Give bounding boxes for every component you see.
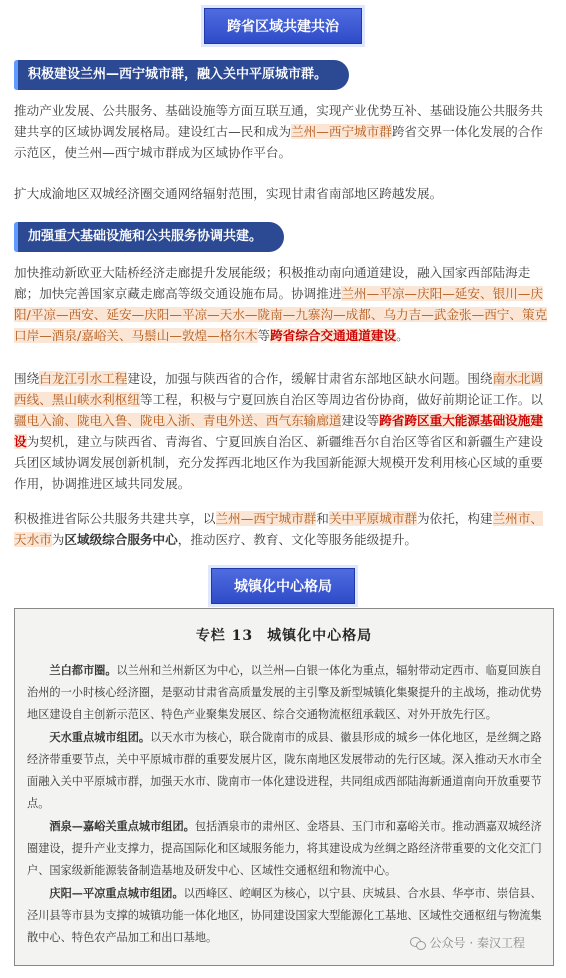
box-item-jiuquan [27,815,543,882]
watermark [410,934,525,951]
box-body [27,659,543,949]
para4-text-c: 建设，加强与陕西省的合作，缓解甘肃省东部地区缺水问题。围绕 [127,371,493,386]
paragraph-chengyu: 扩大成渝地区双城经济圈交通网络辐射范围，实现甘肃省南部地区跨越发展。 [14,186,443,201]
para4-highlight-power-lines: 疆电入渝、陇电入鲁、陇电入浙、青电外送、西气东输廊道 [14,413,342,428]
para5-text-a: 积极推进省际公共服务共建共享，以 [14,511,216,526]
para4-text-g: 建设等 [341,413,380,428]
para5-highlight-lx-cluster: 兰州—西宁城市群 [215,511,317,526]
paragraph-interconnection [14,100,554,163]
section-title-1-wrap [0,8,566,44]
para4-text-i: 为契机，建立与陕西省、青海省、宁夏回族自治区、新疆维吾尔自治区等省区和新疆生产建设兵团区域协调发展创新机制，充分发挥西北地区作为我国新能源大规模开发利用核心区域的重要作用，协调推进区域共同发展。 [14,434,543,491]
para4-text-a: 围绕 [14,371,40,386]
box-item-qingyang-text: 以西峰区、崆峒区为核心，以宁县、庆城县、合水县、华亭市、崇信县、泾川县等市县为支撑的城镇功能一体化地区，协同建设国家大型能源化工基地、区域性交通枢纽与物流集散中心、特色农产品加工和出口基地。 [27,887,542,944]
box-item-lanbai-head: 兰白都市圈。 [49,663,117,677]
para3-highlight-corridor: 跨省综合交通通道建设 [270,328,397,343]
column-box-13 [14,608,554,966]
box-item-tianshui-head: 天水重点城市组团。 [49,730,151,744]
para3-text-e: 。 [396,328,409,343]
para5-highlight-service-center: 区域级综合服务中心 [64,532,178,547]
para3-text-a: 加快推动新欧亚大陆桥经济走廊提升发展能级；积极推动南向通道建设，融入国家西部陆海走廊；加快完善国家京藏走廊高等级交通设施布局。协调推进 [14,265,531,301]
box-title-number: 专栏 13 [195,628,254,644]
para4-highlight-bailongjiang: 白龙江引水工程 [39,371,128,386]
box-title-text: 城镇化中心格局 [267,628,373,644]
box-item-jiuquan-text: 包括酒泉市的肃州区、金塔县、玉门市和嘉峪关市。推动酒嘉双城经济圈建设，提升产业支撑力，提高国际化和区域服务能力，将其建设成为丝绸之路经济带重要的文化交汇门户、国家级新能源装备制造基地及研发中心、区域性交通枢纽和物流中心。 [27,820,542,877]
section-title-cross-province: 跨省区域共建共治 [204,8,362,44]
para5-text-c: 和 [316,511,329,526]
watermark-text: 公众号 · 秦汉工程 [429,936,525,950]
banner-infrastructure: 加强重大基础设施和公共服务协调共建。 [14,222,284,252]
paragraph-transport-corridors [14,262,554,346]
para1-highlight-city-cluster: 兰州—西宁城市群 [291,124,392,139]
box-item-jiuquan-head: 酒泉—嘉峪关重点城市组团。 [49,819,195,833]
para4-highlight-water-projects: 南水北调西线、黑山峡水利枢纽 [14,371,543,407]
para3-text-c: 等 [257,328,271,343]
para1-text-a: 推动产业发展、公共服务、基础设施等方面互联互通，实现产业优势互补、基础设施公共服务共建共享的区域协调发展格局。建设红古—民和成为 [14,103,543,139]
box-title [15,625,553,645]
para5-text-i: ，推动医疗、教育、文化等服务能级提升。 [177,532,417,547]
wechat-icon [410,936,426,949]
paragraph-water-energy [14,368,554,494]
paragraph-public-service [14,508,554,550]
box-item-tianshui-text: 以天水市为核心，联合陇南市的成县、徽县形成的城乡一体化地区，是丝绸之路经济带重要节点，关中平原城市群的重要发展片区，陇东南地区发展带动的先行区域。深入推动天水市全面融入关中平原城市群，加强天水市、陇南市一体化建设进程，共同组成西部陆海新通道南向开放重要节点。 [27,731,542,810]
para5-text-e: 为依托，构建 [417,511,493,526]
box-item-qingyang-head: 庆阳—平凉重点城市组团。 [49,886,184,900]
section-title-urbanization: 城镇化中心格局 [211,568,355,604]
para5-text-g: 为 [51,532,65,547]
banner-lanzhou-xining: 积极建设兰州—西宁城市群，融入关中平原城市群。 [14,60,349,90]
para3-highlight-routes: 兰州—平凉—庆阳—延安、银川—庆阳/平凉—西安、延安—庆阳—平凉—天水—陇南—九寨沟—成都、乌力吉—武金张—西宁、策克口岸—酒泉/嘉峪关、马鬃山—敦煌—格尔木 [14,286,548,343]
box-item-tianshui [27,726,543,815]
para5-highlight-cities: 兰州市、天水市 [14,511,543,547]
section-title-2-wrap [0,568,566,604]
para5-highlight-gz-cluster: 关中平原城市群 [328,511,417,526]
box-item-lanbai [27,659,543,726]
para4-text-e: 等工程，积极与宁夏回族自治区等周边省份协商，做好前期论证工作。以 [139,392,543,407]
para1-text-c: 跨省交界一体化发展的合作示范区，使兰州—西宁城市群成为区域协作平台。 [14,124,543,160]
para4-highlight-energy-infra: 跨省跨区重大能源基础设施建设 [14,413,543,449]
box-item-lanbai-text: 以兰州和兰州新区为中心，以兰州—白银一体化为重点，辐射带动定西市、临夏回族自治州的一小时核心经济圈，是驱动甘肃省高质量发展的主引擎及新型城镇化集聚提升的主战场，推动优势地区建设自主创新示范区、特色产业聚集发展区、综合交通物流枢纽承载区、对外开放先行区。 [27,664,542,721]
